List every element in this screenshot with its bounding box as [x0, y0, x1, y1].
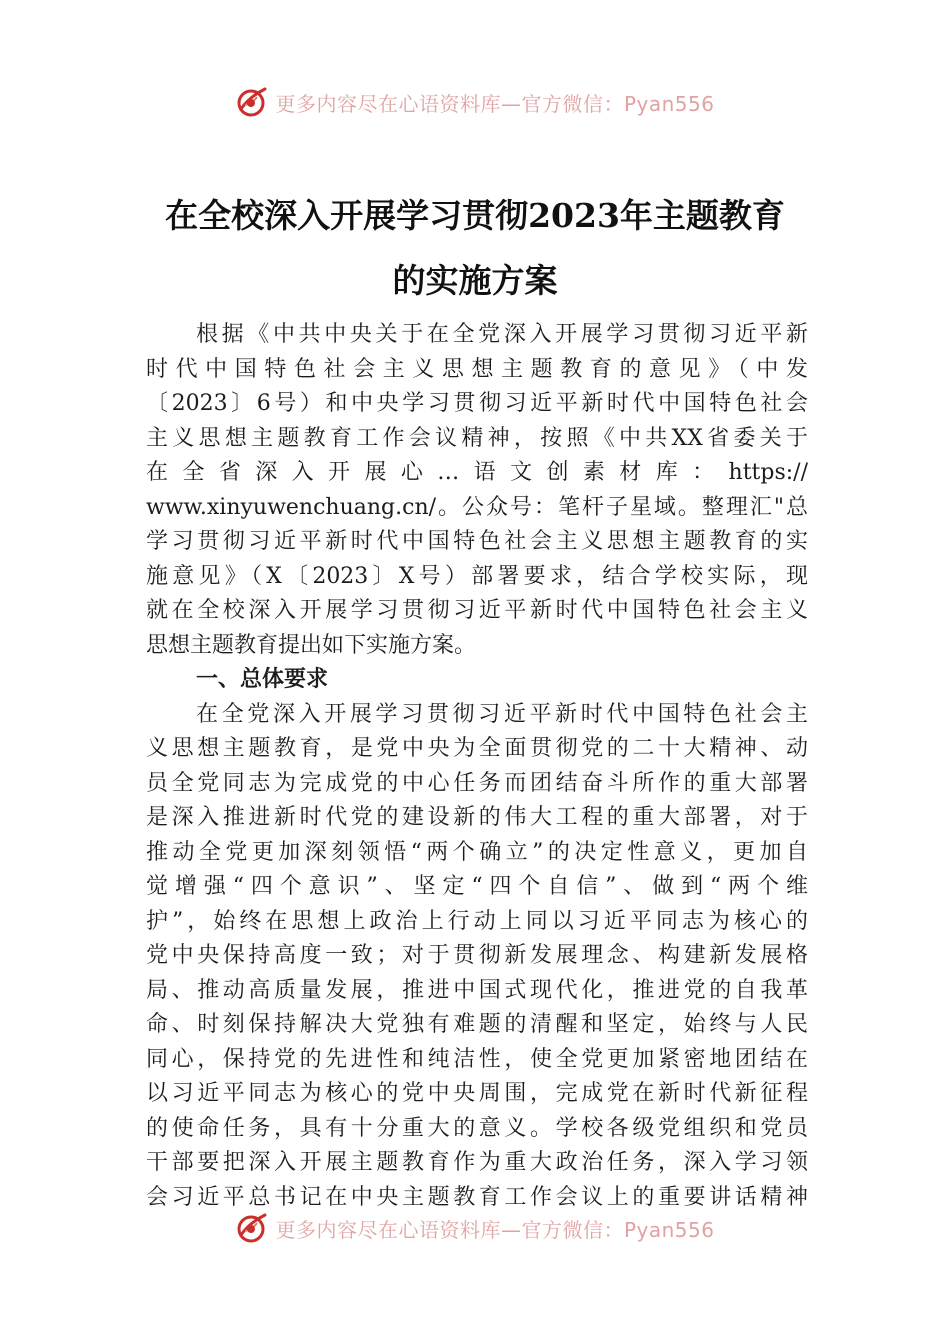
text-line: 局、推动高质量发展，推进中国式现代化，推进党的自我革 [146, 977, 808, 1003]
footer-watermark-banner [0, 1204, 950, 1244]
text-line: 就在全校深入开展学习贯彻习近平新时代中国特色社会主义 [146, 598, 808, 623]
paragraph-1 [146, 318, 808, 663]
text-line: 思想主题教育提出如下实施方案。 [146, 632, 477, 658]
watermark-text: 更多内容尽在心语资料库—官方微信：Pyan556 [275, 91, 715, 116]
text-line: 施意见》（X〔2023〕X号）部署要求，结合学校实际，现 [146, 563, 808, 589]
section-heading-overall-requirements: 一、总体要求 [196, 667, 329, 692]
paragraph-2 [146, 698, 808, 1216]
text-line: 党中央保持高度一致；对于贯彻新发展理念、构建新发展格 [146, 943, 808, 968]
text-line: 义思想主题教育，是党中央为全面贯彻党的二十大精神、动 [146, 736, 808, 761]
text-line: 根据《中共中央关于在全党深入开展学习贯彻习近平新 [196, 322, 808, 347]
text-line: 学习贯彻习近平新时代中国特色社会主义思想主题教育的实 [146, 529, 808, 554]
text-line: 员全党同志为完成党的中心任务而团结奋斗所作的重大部署 [146, 770, 808, 796]
text-line: 在全省深入开展心…语文创素材库：https:// [146, 460, 808, 485]
text-line: 的使命任务，具有十分重大的意义。学校各级党组织和党员 [146, 1115, 808, 1141]
text-line: 命、时刻保持解决大党独有难题的清醒和坚定，始终与人民 [146, 1012, 808, 1037]
text-line: 推动全党更加深刻领悟“两个确立”的决定性意义，更加自 [146, 839, 808, 865]
text-line: 主义思想主题教育工作会议精神，按照《中共XX省委关于 [146, 425, 808, 451]
document-body [146, 318, 808, 1215]
brush-logo-icon [235, 1211, 269, 1244]
header-watermark-banner [0, 82, 950, 122]
text-line: 以习近平同志为核心的党中央周围，完成党在新时代新征程 [146, 1081, 808, 1106]
text-line: 时代中国特色社会主义思想主题教育的意见》（中发 [146, 356, 808, 382]
text-line: 干部要把深入开展主题教育作为重大政治任务，深入学习领 [146, 1150, 808, 1175]
text-line: 同心，保持党的先进性和纯洁性，使全党更加紧密地团结在 [146, 1046, 808, 1072]
text-line: 觉增强“四个意识”、坚定“四个自信”、做到“两个维 [146, 874, 808, 899]
document-title-line-1: 在全校深入开展学习贯彻2023年主题教育 [165, 196, 785, 235]
watermark-text: 更多内容尽在心语资料库—官方微信：Pyan556 [275, 1217, 715, 1242]
text-line: 护”，始终在思想上政治上行动上同以习近平同志为核心的 [146, 908, 808, 934]
text-line: www.xinyuwenchuang.cn/。公众号：笔杆子星域。整理汇"总 [146, 494, 808, 520]
text-line: 在全党深入开展学习贯彻习近平新时代中国特色社会主 [196, 701, 808, 727]
brush-logo-icon [235, 85, 269, 119]
document-title-line-2: 的实施方案 [392, 261, 558, 300]
text-line: 〔2023〕6号）和中央学习贯彻习近平新时代中国特色社会 [146, 391, 808, 416]
text-line: 是深入推进新时代党的建设新的伟大工程的重大部署，对于 [146, 805, 808, 830]
text-line: 会习近平总书记在中央主题教育工作会议上的重要讲话精神 [146, 1184, 808, 1210]
